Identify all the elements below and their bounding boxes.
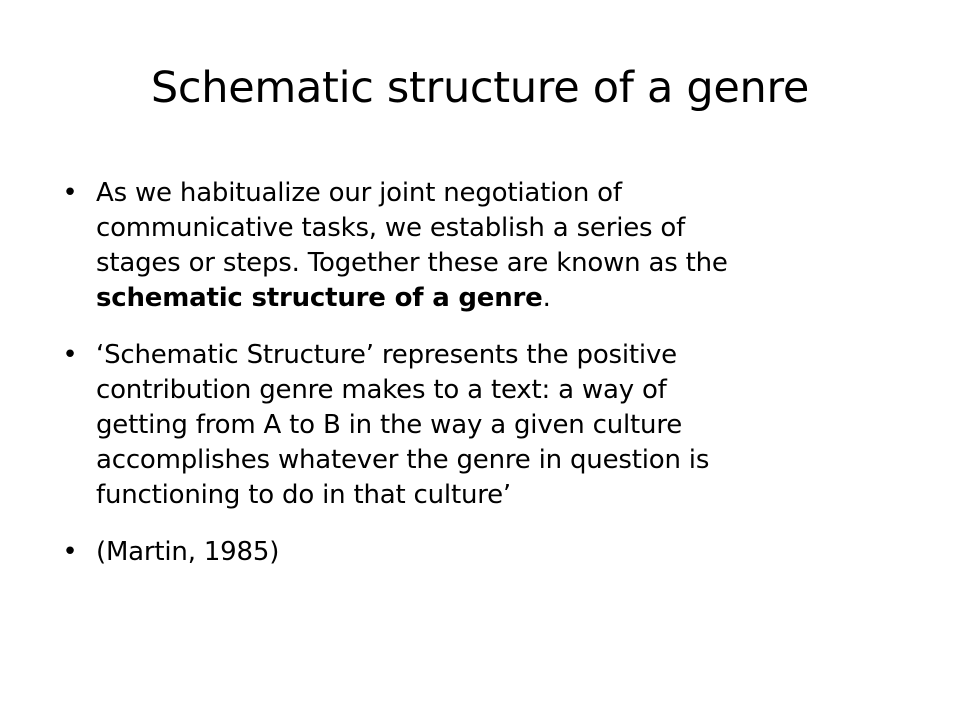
bullet-1-line-2: communicative tasks, we establish a series of bbox=[96, 213, 686, 243]
bullet-icon: • bbox=[62, 537, 78, 567]
bullet-1-line-3: stages or steps. Together these are known as the bbox=[96, 248, 728, 278]
bullet-list bbox=[60, 176, 910, 592]
bullet-item-1 bbox=[60, 176, 910, 316]
bullet-2-line-4: accomplishes whatever the genre in question is bbox=[96, 445, 710, 475]
bullet-2-line-2: contribution genre makes to a text: a way of bbox=[96, 375, 667, 405]
bullet-2-line-3: getting from A to B in the way a given culture bbox=[96, 410, 683, 440]
bullet-2-line-1: ‘Schematic Structure’ represents the positive bbox=[96, 340, 677, 370]
bullet-1-bold-term: schematic structure of a genre bbox=[96, 283, 543, 313]
bullet-1-line-4 bbox=[96, 281, 910, 316]
bullet-3-line-1: (Martin, 1985) bbox=[96, 537, 280, 567]
bullet-icon: • bbox=[62, 178, 78, 208]
bullet-item-3 bbox=[60, 535, 910, 570]
bullet-1-line-1: As we habitualize our joint negotiation of bbox=[96, 178, 622, 208]
bullet-2-line-5: functioning to do in that culture’ bbox=[96, 480, 512, 510]
slide-title: Schematic structure of a genre bbox=[150, 63, 810, 113]
bullet-item-2 bbox=[60, 338, 910, 513]
bullet-icon: • bbox=[62, 340, 78, 370]
bullet-1-period: . bbox=[542, 283, 551, 313]
